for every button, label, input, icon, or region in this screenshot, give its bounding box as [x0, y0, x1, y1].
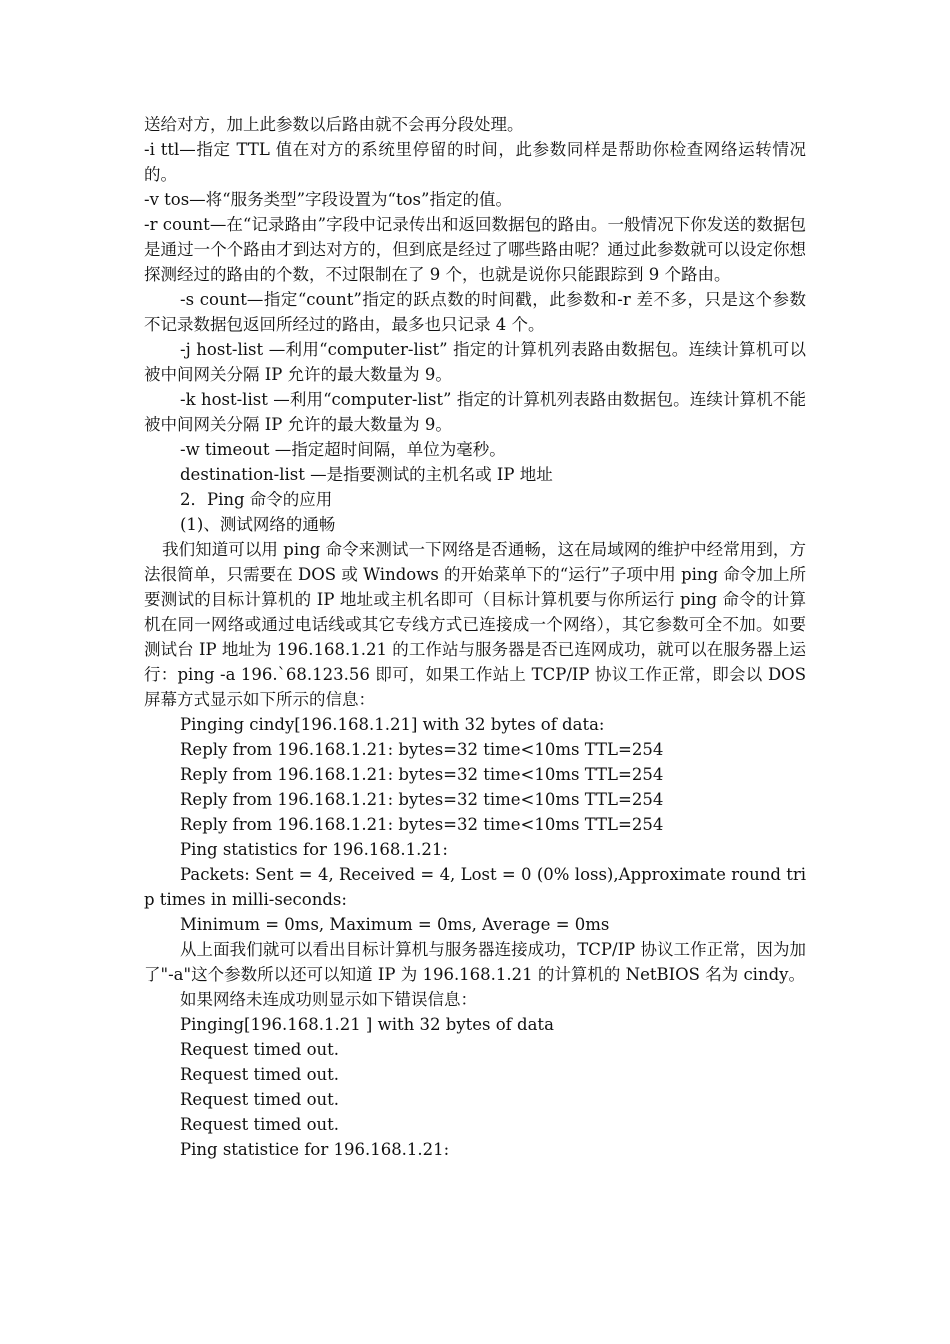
code-line: Ping statistice for 196.168.1.21:: [180, 1140, 450, 1159]
code-line: Reply from 196.168.1.21: bytes=32 time<10ms TTL=254: [180, 740, 664, 759]
paragraph: -k host-list —利用“computer-list” 指定的计算机列表路由数据包。连续计算机不能被中间网关分隔 IP 允许的最大数量为 9。: [144, 390, 806, 434]
paragraph: -v tos—将“服务类型”字段设置为“tos”指定的值。: [144, 190, 512, 209]
paragraph: 如果网络未连成功则显示如下错误信息：: [180, 990, 477, 1009]
section-heading: 2．Ping 命令的应用: [180, 490, 333, 509]
code-line: Reply from 196.168.1.21: bytes=32 time<10ms TTL=254: [180, 815, 664, 834]
paragraph: destination-list —是指要测试的主机名或 IP 地址: [180, 465, 553, 484]
code-line: Request timed out.: [180, 1065, 340, 1084]
code-line: Packets: Sent = 4, Received = 4, Lost = 0 (0% loss),Approximate round trip times in milli-seconds:: [144, 865, 806, 909]
paragraph: -w timeout —指定超时间隔，单位为毫秒。: [180, 440, 506, 459]
paragraph: -r count—在“记录路由”字段中记录传出和返回数据包的路由。一般情况下你发送的数据包是通过一个个路由才到达对方的，但到底是经过了哪些路由呢？通过此参数就可以设定你想探测经过的路由的个数，不过限制在了 9 个，也就是说你只能跟踪到 9 个路由。: [144, 215, 806, 284]
code-line: Request timed out.: [180, 1090, 340, 1109]
paragraph: -s count—指定“count”指定的跃点数的时间戳，此参数和-r 差不多，只是这个参数不记录数据包返回所经过的路由，最多也只记录 4 个。: [144, 290, 806, 334]
paragraph: 送给对方，加上此参数以后路由就不会再分段处理。: [144, 115, 524, 134]
paragraph: 我们知道可以用 ping 命令来测试一下网络是否通畅，这在局域网的维护中经常用到，方法很简单，只需要在 DOS 或 Windows 的开始菜单下的“运行”子项中用 ping 命令加上所要测试的目标计算机的 IP 地址或主机名即可（目标计算机要与你所运行 ping 命令的计算机在同一网络或通过电话线或其它专线方式已连接成一个网络），其它参数可全不加。如要测试台 IP 地址为 196.168.1.21 的工作站与服务器是否已连网成功，就可以在服务器上运行：ping -a 196.`68.123.56 即可，如果工作站上 TCP/IP 协议工作正常，即会以 DOS 屏幕方式显示如下所示的信息：: [144, 540, 806, 709]
code-line: Request timed out.: [180, 1115, 340, 1134]
paragraph: 从上面我们就可以看出目标计算机与服务器连接成功，TCP/IP 协议工作正常，因为加了"-a"这个参数所以还可以知道 IP 为 196.168.1.21 的计算机的 NetBIOS 名为 cindy。: [144, 940, 806, 984]
code-line: Reply from 196.168.1.21: bytes=32 time<10ms TTL=254: [180, 765, 664, 784]
code-line: Request timed out.: [180, 1040, 340, 1059]
document-body: [144, 112, 806, 1162]
code-line: Minimum = 0ms, Maximum = 0ms, Average = 0ms: [180, 915, 610, 934]
code-line: Pinging cindy[196.168.1.21] with 32 bytes of data:: [180, 715, 605, 734]
code-line: Ping statistics for 196.168.1.21:: [180, 840, 448, 859]
subsection-heading: (1)、测试网络的通畅: [180, 515, 336, 534]
code-line: Reply from 196.168.1.21: bytes=32 time<10ms TTL=254: [180, 790, 664, 809]
paragraph: -i ttl—指定 TTL 值在对方的系统里停留的时间，此参数同样是帮助你检查网络运转情况的。: [144, 140, 806, 184]
code-line: Pinging[196.168.1.21 ] with 32 bytes of data: [180, 1015, 554, 1034]
paragraph: -j host-list —利用“computer-list” 指定的计算机列表路由数据包。连续计算机可以被中间网关分隔 IP 允许的最大数量为 9。: [144, 340, 806, 384]
